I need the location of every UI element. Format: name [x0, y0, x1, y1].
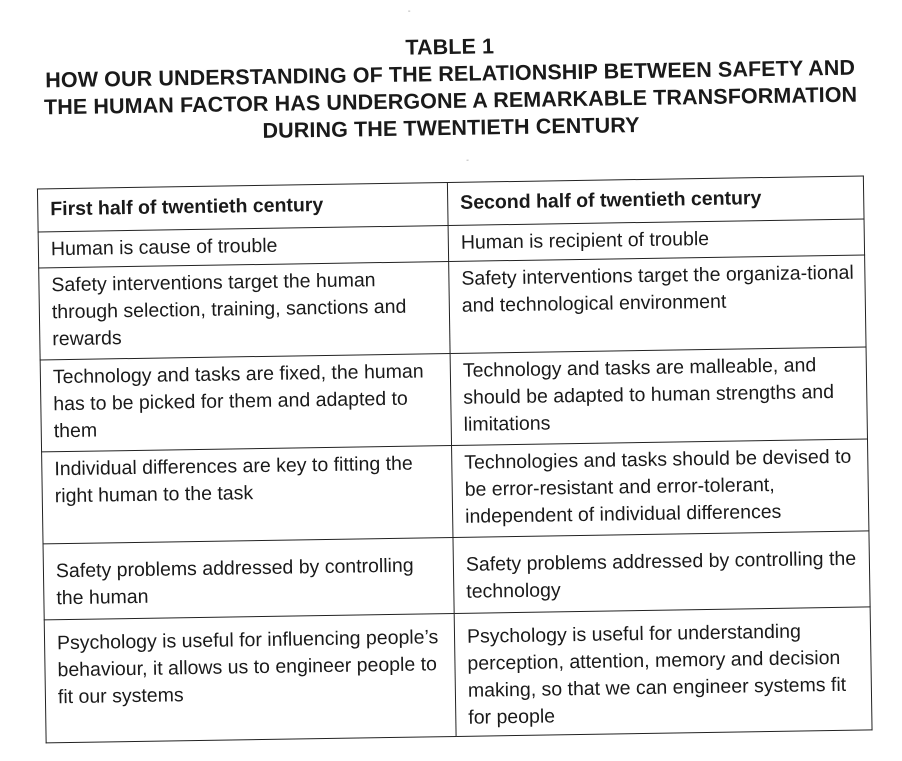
table-caption: HOW OUR UNDERSTANDING OF THE RELATIONSHIP BETWEEN SAFETY AND THE HUMAN FACTOR HAS UNDERGONE A REMARKABLE TRANSFORMATION DURING THE TWENTIETH CENTURY — [43, 55, 858, 143]
table-row — [44, 607, 872, 743]
scan-speck — [467, 160, 469, 161]
header-first-half: First half of twentieth century — [37, 183, 448, 232]
table-cell: Safety interventions target the organiza-tional and technological environment — [449, 255, 866, 354]
table-cell: Technologies and tasks should be devised to be error-resistant and error-tolerant, independent of individual differences — [452, 439, 869, 538]
table-cell: Human is cause of trouble — [38, 226, 449, 268]
table-row — [40, 347, 867, 452]
table-row — [42, 439, 869, 544]
header-second-half: Second half of twentieth century — [447, 176, 864, 226]
table-cell: Psychology is useful for influencing people’s behaviour, it allows us to engineer people to fit our systems — [44, 613, 456, 742]
table-number: TABLE 1 — [405, 34, 495, 60]
table-cell: Human is recipient of trouble — [448, 219, 865, 262]
table-cell: Technology and tasks are malleable, and should be adapted to human strengths and limitations — [450, 347, 867, 446]
table-cell: Technology and tasks are fixed, the human has to be picked for them and adapted to them — [40, 353, 451, 451]
table-cell: Safety problems addressed by controlling the technology — [453, 531, 870, 614]
comparison-table — [37, 175, 873, 743]
table-cell: Psychology is useful for understanding perception, attention, memory and decision making, so that we can engineer systems fit for people — [454, 607, 872, 737]
table-cell: Safety problems addressed by controlling the human — [43, 537, 454, 619]
scan-speck — [408, 11, 410, 12]
table-row — [43, 531, 870, 620]
table-cell: Individual differences are key to fitting the right human to the task — [42, 445, 453, 543]
table-title — [35, 27, 867, 148]
table-cell: Safety interventions target the human through selection, training, sanctions and rewards — [39, 262, 450, 360]
table-row — [39, 255, 866, 360]
